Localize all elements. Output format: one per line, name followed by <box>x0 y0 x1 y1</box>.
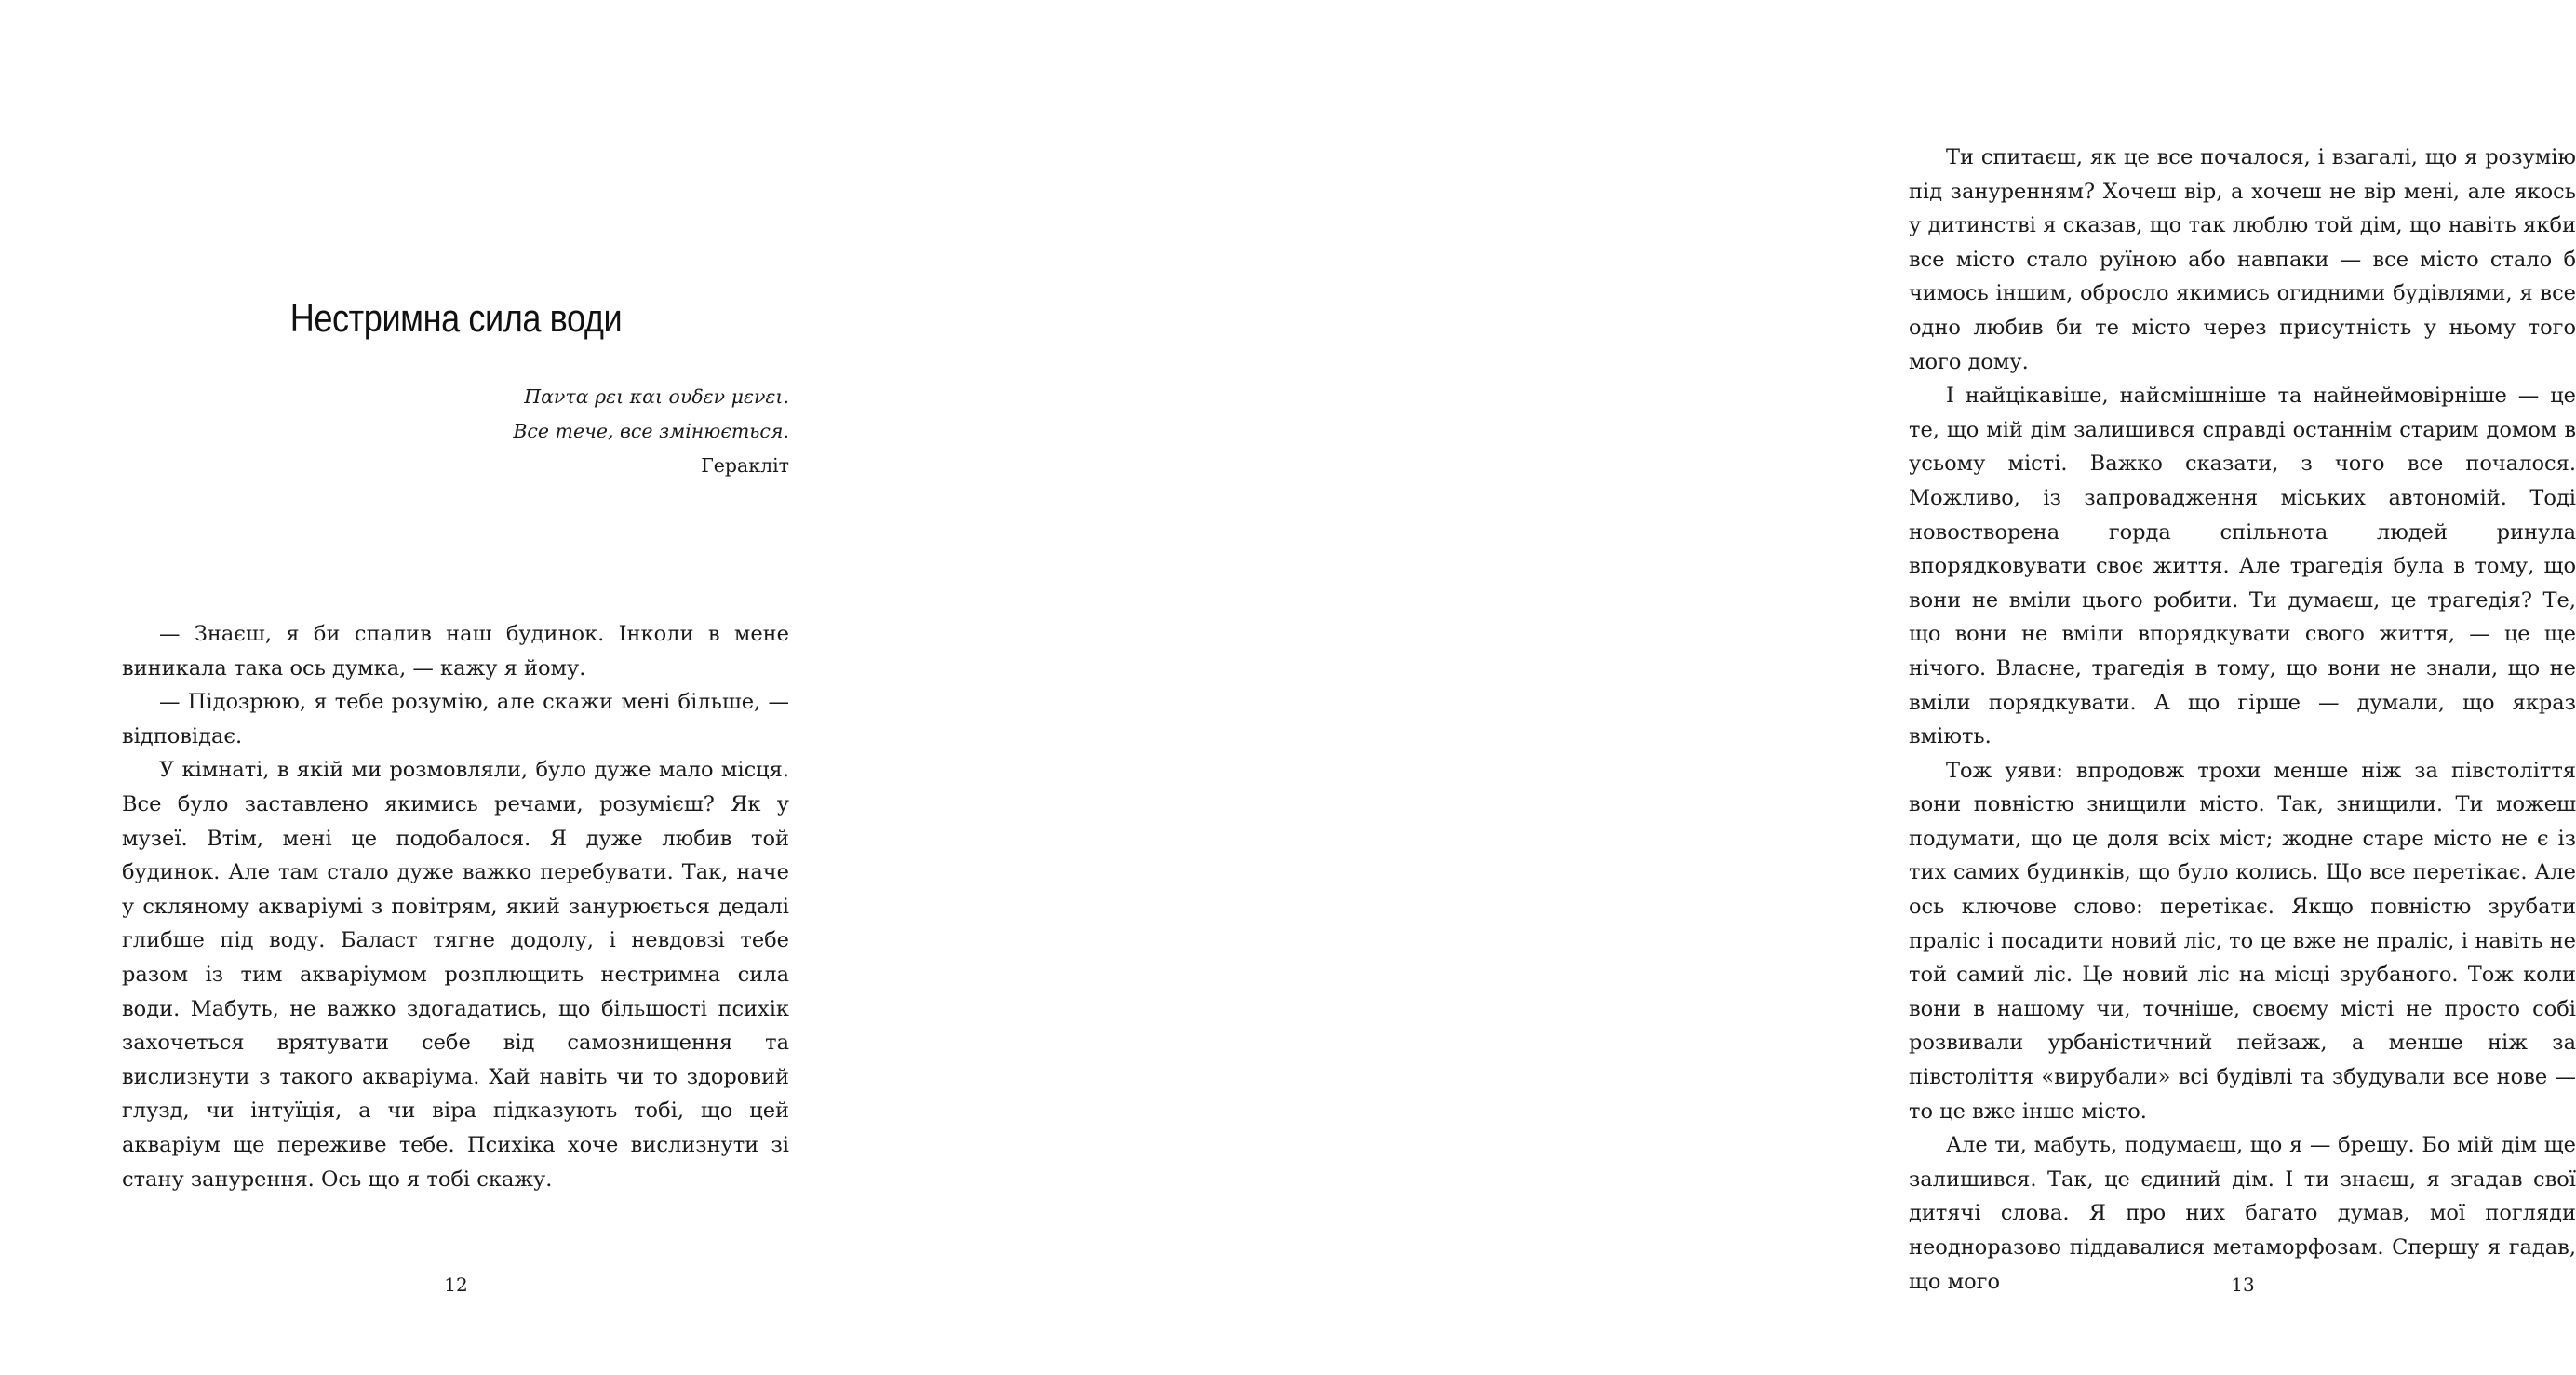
page-number-right: 13 <box>2231 1274 2255 1296</box>
page-number-left: 12 <box>444 1274 468 1296</box>
paragraph: І найцікавіше, найсмішніше та найнеймовірніше — це те, що мій дім залишився справді останнім старим домом в усьому місті. Важко сказати, з чого все почалося. Можливо, із запровадження міських автономій. Тоді новостворена горда спільнота людей ринула впорядковувати своє життя. Але трагедія була в тому, що вони не вміли цього робити. Ти думаєш, це трагедія? Те, що вони не вміли впорядкувати свого життя, — це ще нічого. Власне, трагедія в тому, що вони не знали, що не вміли порядкувати. А що гірше — думали, що якраз вміють. <box>1909 384 2576 749</box>
right-page <box>893 0 2576 1375</box>
left-page <box>0 0 893 1375</box>
paragraph: — Підозрюю, я тебе розумію, але скажи мені більше, — відповідає. <box>122 690 789 748</box>
chapter-title: Нестримна сила води <box>289 296 623 340</box>
paragraph: Тож уяви: впродовж трохи менше ніж за півстоліття вони повністю знищили місто. Так, знищили. Ти можеш подумати, що це доля всіх міст; жодне старе місто не є із тих самих будинків, що було колись. Що все перетікає. Але ось ключове слово: перетікає. Якщо повністю зрубати праліс і посадити новий ліс, то це вже не праліс, і навіть не той самий ліс. Це новий ліс на місці зрубаного. Тож коли вони в нашому чи, точніше, своєму місті не просто собі розвивали урбаністичний пейзаж, а менше ніж за півстоліття «вирубали» всі будівлі та збудували все нове — то це вже інше місто. <box>1909 758 2576 1124</box>
epigraph <box>279 380 789 483</box>
paragraph: Але ти, мабуть, подумаєш, що я — брешу. Бо мій дім ще залишився. Так, це єдиний дім. І ти знаєш, я згадав свої дитячі слова. Я про них багато думав, мої погляди неодноразово піддавалися метаморфозам. Спершу я гадав, що мого <box>1909 1133 2576 1294</box>
paragraph: Ти спитаєш, як це все почалося, і взагалі, що я розумію під зануренням? Хочеш вір, а хочеш не вір мені, але якось у дитинстві я сказав, що так люблю той дім, що навіть якби все місто стало руїною або навпаки — все місто стало б чимось іншим, обросло якимись огидними будівлями, я все одно любив би те місто через присутність у ньому того мого дому. <box>1909 145 2576 374</box>
epigraph-author: Геракліт <box>701 454 789 477</box>
epigraph-translation-line: Все тече, все змінюється. <box>513 420 789 442</box>
epigraph-greek-line: Пαντα ρει και ουδεν μενει. <box>524 385 789 408</box>
paragraph: У кімнаті, в якій ми розмовляли, було дуже мало місця. Все було заставлено якимись речами, розумієш? Як у музеї. Втім, мені це подобалося. Я дуже любив той будинок. Але там стало дуже важко перебувати. Так, наче у скляному акваріумі з повітрям, який занурюється дедалі глибше під воду. Баласт тягне додолу, і невдовзі тебе разом із тим акваріумом розплющить нестримна сила води. Мабуть, не важко здогадатись, що більшості психік захочеться врятувати себе від самознищення та вислизнути з такого акваріума. Хай навіть чи то здоровий глузд, чи інтуїція, а чи віра підказують тобі, що цей акваріум ще переживе тебе. Психіка хоче вислизнути зі стану занурення. Ось що я тобі скажу. <box>122 758 789 1192</box>
left-body-text <box>122 617 789 1196</box>
right-body-text <box>1909 141 2576 1299</box>
paragraph: — Знаєш, я би спалив наш будинок. Інколи в мене виникала така ось думка, — кажу я йому. <box>122 622 789 681</box>
